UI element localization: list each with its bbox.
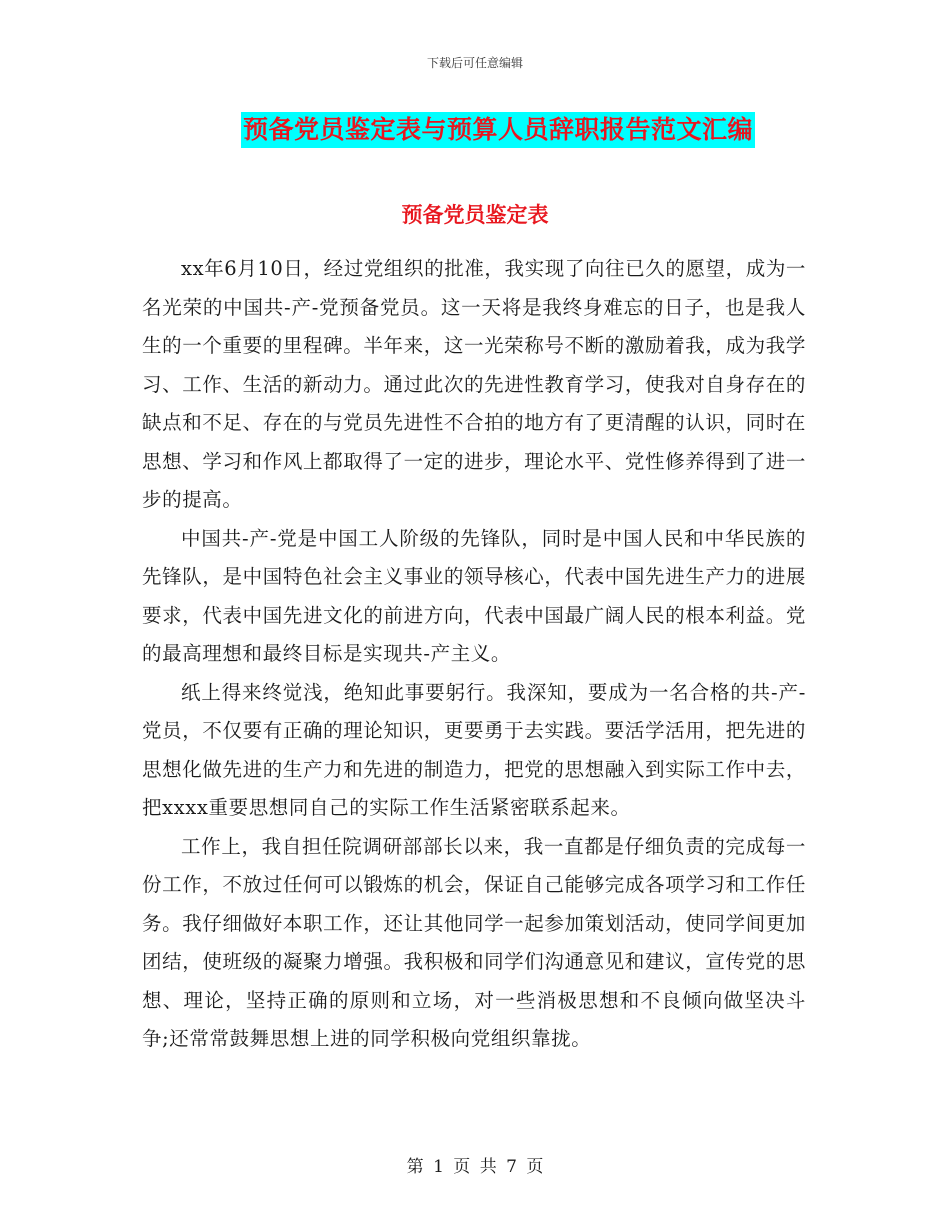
main-title: 预备党员鉴定表与预算人员辞职报告范文汇编 [241, 112, 755, 148]
section-title: 预备党员鉴定表 [401, 202, 549, 227]
paragraph: xx年6月10日，经过党组织的批准，我实现了向往已久的愿望，成为一名光荣的中国共-产-党预备党员。这一天将是我终身难忘的日子，也是我人生的一个重要的里程碑。半年来，这一光荣称号不断的激励着我，成为我学习、工作、生活的新动力。通过此次的先进性教育学习，使我对自身存在的缺点和不足、存在的与党员先进性不合拍的地方有了更清醒的认识，同时在思想、学习和作风上都取得了一定的进步，理论水平、党性修养得到了进一步的提高。 [142, 257, 807, 511]
page-number-footer: 第 1 页 共 7 页 [406, 1157, 544, 1177]
document-body [142, 222, 806, 1059]
page-header-note: 下载后可任意编辑 [426, 56, 523, 70]
main-title-container [0, 112, 950, 148]
paragraph: 中国共-产-党是中国工人阶级的先锋队，同时是中国人民和中华民族的先锋队，是中国特色社会主义事业的领导核心，代表中国先进生产力的进展要求，代表中国先进文化的前进方向，代表中国最广阔人民的根本利益。党的最高理想和最终目标是实现共-产主义。 [142, 526, 806, 665]
paragraph: 纸上得来终觉浅，绝知此事要躬行。我深知，要成为一名合格的共-产-党员，不仅要有正确的理论知识，更要勇于去实践。要活学活用，把先进的思想化做先进的生产力和先进的制造力，把党的思想融入到实际工作中去，把xxxx重要思想同自己的实际工作生活紧密联系起来。 [142, 680, 806, 819]
paragraph: 工作上，我自担任院调研部部长以来，我一直都是仔细负责的完成每一份工作，不放过任何可以锻炼的机会，保证自己能够完成各项学习和工作任务。我仔细做好本职工作，还让其他同学一起参加策划活动，使同学间更加团结，使班级的凝聚力增强。我积极和同学们沟通意见和建议，宣传党的思想、理论，坚持正确的原则和立场，对一些消极思想和不良倾向做坚决斗争;还常常鼓舞思想上进的同学积极向党组织靠拢。 [142, 834, 806, 1050]
